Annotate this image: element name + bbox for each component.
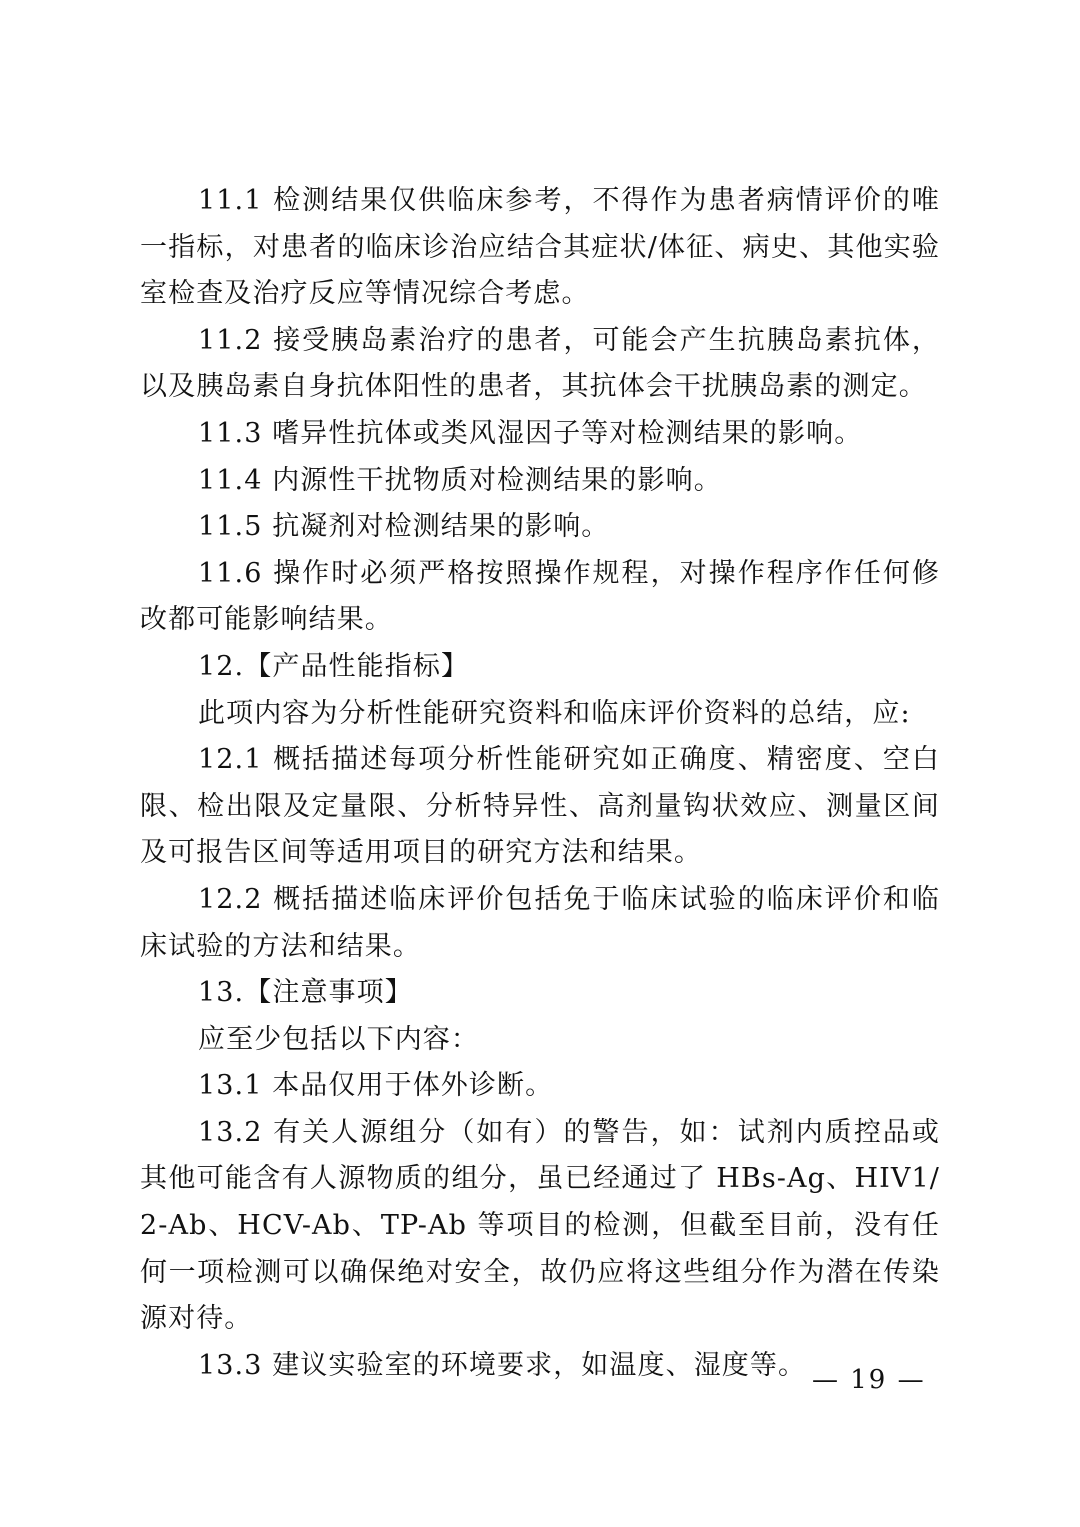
paragraph-11-2: 11.2 接受胰岛素治疗的患者，可能会产生抗胰岛素抗体，以及胰岛素自身抗体阳性的患者，其抗体会干扰胰岛素的测定。 <box>140 324 940 403</box>
page-number: — 19 — <box>812 1365 926 1395</box>
section-heading-13: 13.【注意事项】 <box>198 977 413 1009</box>
paragraph-12-intro: 此项内容为分析性能研究资料和临床评价资料的总结，应: <box>198 697 911 729</box>
paragraph-11-6: 11.6 操作时必须严格按照操作规程，对操作程序作任何修改都可能影响结果。 <box>140 557 940 636</box>
paragraph-13-2: 13.2 有关人源组分（如有）的警告，如：试剂内质控品或其他可能含有人源物质的组分，虽已经通过了 HBs-Ag、HIV1/2-Ab、HCV-Ab、TP-Ab 等项目的检测，但截至目前，没有任何一项检测可以确保绝对安全，故仍应将这些组分作为潜在传染源对待。 <box>140 1116 940 1335</box>
paragraph-13-intro: 应至少包括以下内容： <box>198 1023 479 1055</box>
paragraph-11-1: 11.1 检测结果仅供临床参考，不得作为患者病情评价的唯一指标，对患者的临床诊治应结合其症状/体征、病史、其他实验室检查及治疗反应等情况综合考虑。 <box>140 185 940 310</box>
paragraph-12-2: 12.2 概括描述临床评价包括免于临床试验的临床评价和临床试验的方法和结果。 <box>140 883 940 962</box>
document-body <box>140 178 940 1389</box>
paragraph-13-1: 13.1 本品仅用于体外诊断。 <box>198 1070 554 1102</box>
section-heading-12: 12.【产品性能指标】 <box>198 650 470 682</box>
paragraph-11-4: 11.4 内源性干扰物质对检测结果的影响。 <box>198 464 722 496</box>
paragraph-12-1: 12.1 概括描述每项分析性能研究如正确度、精密度、空白限、检出限及定量限、分析特异性、高剂量钩状效应、测量区间及可报告区间等适用项目的研究方法和结果。 <box>140 744 940 869</box>
paragraph-11-3: 11.3 嗜异性抗体或类风湿因子等对检测结果的影响。 <box>198 417 863 449</box>
paragraph-11-5: 11.5 抗凝剂对检测结果的影响。 <box>198 511 610 543</box>
paragraph-13-3: 13.3 建议实验室的环境要求，如温度、湿度等。 <box>198 1349 807 1381</box>
